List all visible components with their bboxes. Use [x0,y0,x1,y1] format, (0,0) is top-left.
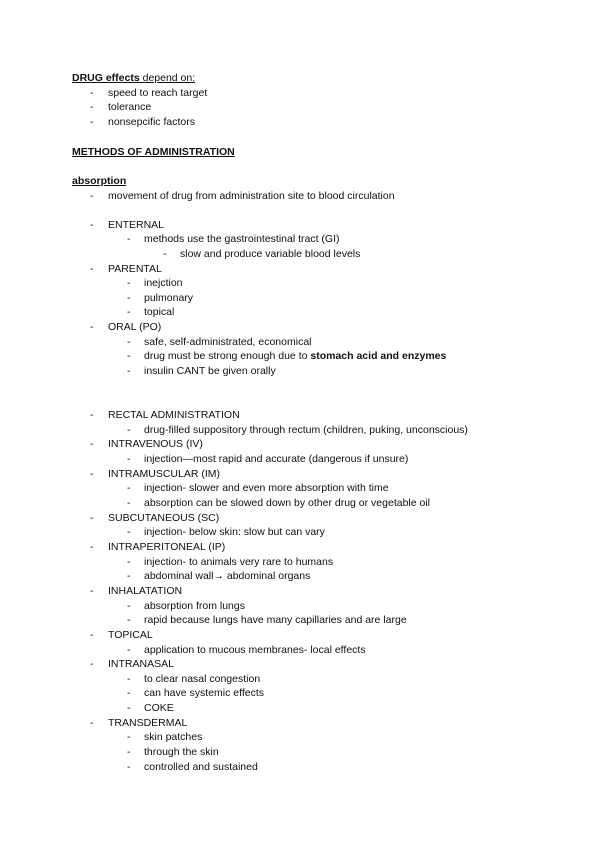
bullet: - [127,731,131,743]
topical-item: application to mucous membranes- local effects [144,644,366,656]
bullet: - [127,497,131,509]
bullet: - [90,321,94,333]
bullet: - [127,702,131,714]
bullet: - [90,190,94,202]
bullet: - [127,233,131,245]
bullet: - [90,585,94,597]
parental-item: pulmonary [144,292,194,304]
absorption-title: absorption [72,175,127,187]
route-label-enternal: ENTERNAL [108,219,165,231]
im-item: absorption can be slowed down by other drug or vegetable oil [144,497,431,509]
route-label-topical: TOPICAL [108,629,153,641]
inhalation-item: absorption from lungs [144,600,245,612]
bullet: - [127,614,131,626]
methods-title: METHODS OF ADMINISTRATION [72,146,235,158]
bullet: - [127,365,131,377]
absorption-definition: movement of drug from administration site to blood circulation [108,190,395,202]
intro-item: tolerance [108,101,152,113]
intro-item: nonsepcific factors [108,116,195,128]
bullet: - [90,219,94,231]
oral-item-text: drug must be strong enough due to [144,350,311,362]
bullet: - [127,424,131,436]
route-label-im: INTRAMUSCULAR (IM) [108,468,220,480]
route-label-oral: ORAL (PO) [108,321,162,333]
bullet: - [90,409,94,421]
bullet: - [90,87,94,99]
route-label-sc: SUBCUTANEOUS (SC) [108,512,220,524]
transdermal-item: skin patches [144,731,203,743]
bullet: - [127,570,131,582]
oral-item [144,350,446,363]
bullet: - [163,248,167,260]
rectal-item: drug-filled suppository through rectum (children, puking, unconscious) [144,424,468,436]
bullet: - [127,687,131,699]
bullet: - [90,116,94,128]
oral-item: safe, self-administrated, economical [144,336,312,348]
bullet: - [127,746,131,758]
bullet: - [127,482,131,494]
enternal-subitem: slow and produce variable blood levels [180,248,361,260]
intro-heading-rest: depend on: [139,72,196,84]
bullet: - [90,438,94,450]
bullet: - [127,277,131,289]
bullet: - [90,468,94,480]
bullet: - [90,512,94,524]
iv-item: injection—most rapid and accurate (dangerous if unsure) [144,453,409,465]
route-label-transdermal: TRANSDERMAL [108,717,188,729]
intro-heading-bold: DRUG effects [72,72,140,84]
bullet: - [127,453,131,465]
sc-item: injection- below skin: slow but can vary [144,526,325,538]
route-label-intranasal: INTRANASAL [108,658,174,670]
im-item: injection- slower and even more absorption with time [144,482,389,494]
bullet: - [127,556,131,568]
bullet: - [127,526,131,538]
bullet: - [90,658,94,670]
route-label-ip: INTRAPERITONEAL (IP) [108,541,226,553]
bullet: - [90,717,94,729]
ip-item: injection- to animals very rare to humans [144,556,334,568]
bullet: - [127,350,131,362]
intranasal-item: to clear nasal congestion [144,673,261,685]
route-label-parental: PARENTAL [108,263,162,275]
bullet: - [127,292,131,304]
bullet: - [127,761,131,773]
transdermal-item: controlled and sustained [144,761,258,773]
route-label-iv: INTRAVENOUS (IV) [108,438,203,450]
bullet: - [90,101,94,113]
oral-item-emphasis: stomach acid and enzymes [310,350,447,362]
inhalation-item: rapid because lungs have many capillaries and are large [144,614,407,626]
parental-item: topical [144,306,175,318]
bullet: - [127,306,131,318]
ip-item: abdominal wall→ abdominal organs [144,570,311,582]
intranasal-item: COKE [144,702,174,714]
intro-item: speed to reach target [108,87,208,99]
intranasal-item: can have systemic effects [144,687,265,699]
bullet: - [127,673,131,685]
transdermal-item: through the skin [144,746,219,758]
bullet: - [127,644,131,656]
intro-heading [72,72,195,85]
parental-item: inejction [144,277,183,289]
bullet: - [90,541,94,553]
enternal-item: methods use the gastrointestinal tract (GI) [144,233,340,245]
bullet: - [127,336,131,348]
route-label-inhalation: INHALATATION [108,585,183,597]
bullet: - [90,629,94,641]
bullet: - [90,263,94,275]
oral-item: insulin CANT be given orally [144,365,276,377]
route-label-rectal: RECTAL ADMINISTRATION [108,409,240,421]
bullet: - [127,600,131,612]
